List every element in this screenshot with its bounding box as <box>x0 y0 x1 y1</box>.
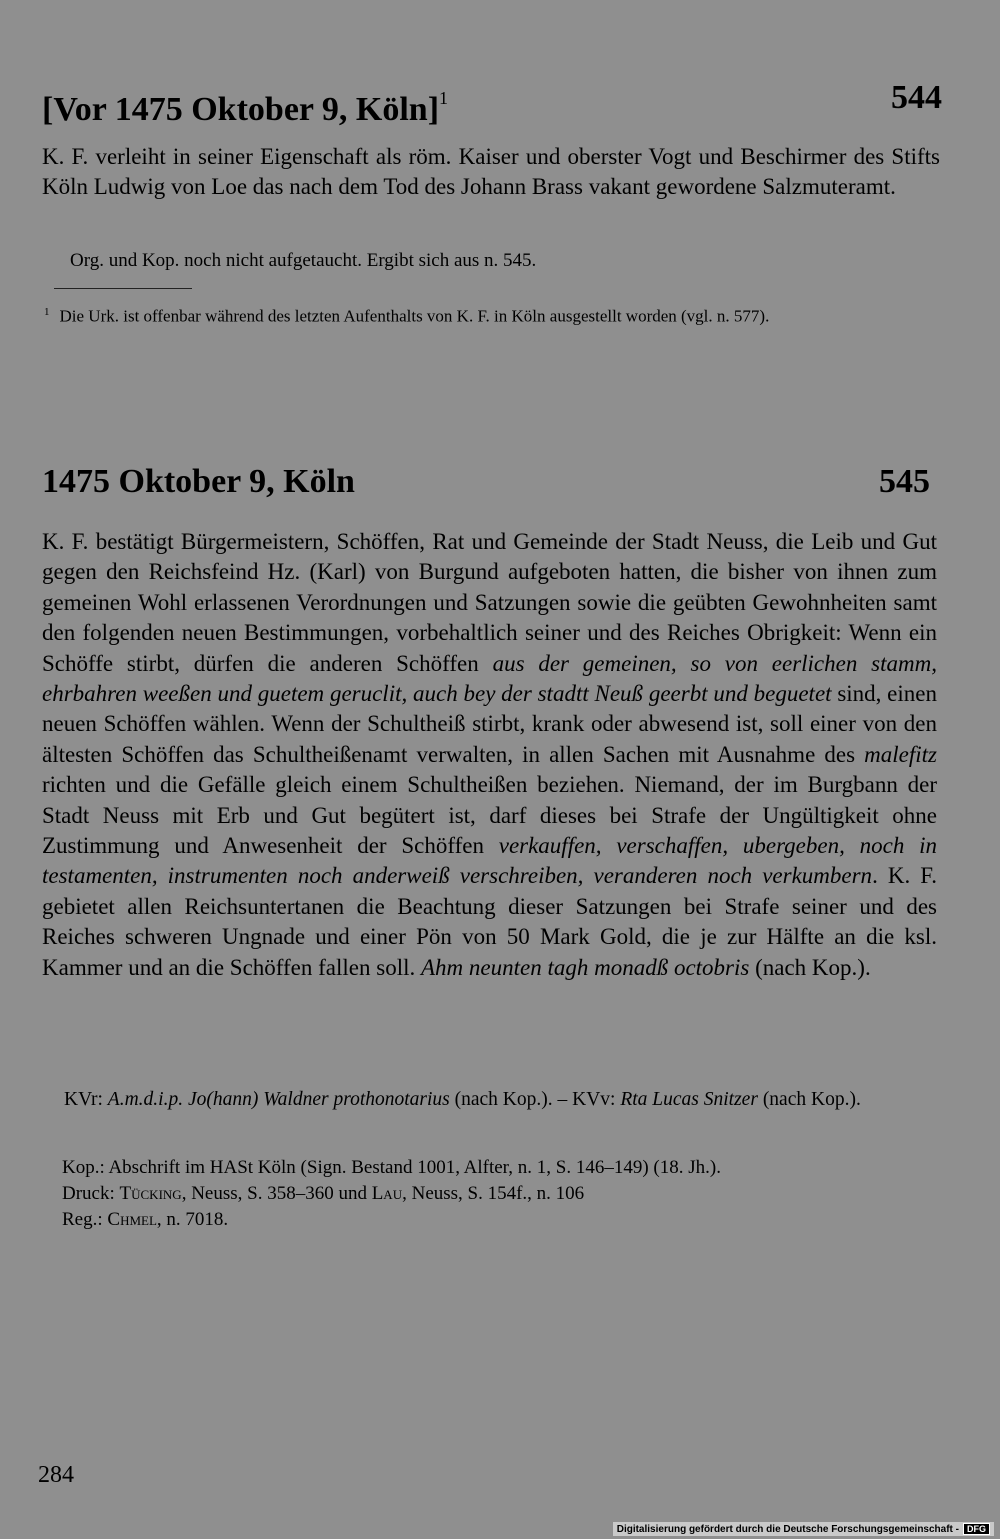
footnote-ref: 1 <box>439 88 449 108</box>
entry-544-summary: K. F. verleiht in seiner Eigenschaft als röm. Kaiser und oberster Vogt und Beschirmer des Stifts Köln Ludwig von Loe das nach dem Tod des Johann Brass vakant gewordene Salzmuteramt. <box>42 144 940 200</box>
body-text: (nach Kop.). <box>749 954 871 980</box>
body-quote: malefitz <box>864 741 937 767</box>
kop-line: Kop.: Abschrift im HASt Köln (Sign. Bestand 1001, Alfter, n. 1, S. 146–149) (18. Jh.). <box>62 1157 721 1178</box>
entry-544-title: [Vor 1475 Oktober 9, Köln]$^1$ <box>42 88 449 128</box>
footnote-mark: 1 <box>44 306 50 318</box>
credit-text: Digitalisierung gefördert durch die Deutsche Forschungsgemeinschaft - <box>616 1523 959 1535</box>
entry-545-number: 545 <box>879 463 930 500</box>
body-quote: verkauffen, verschaffen, ubergeben, noch in testamenten, instrumenten noch anderweiß verschreiben, veranderen noch verkumbern <box>42 833 937 889</box>
entry-545-kv: KVr: A.m.d.i.p. Jo(hann) Waldner prothonotarius (nach Kop.). – KVv: Rta Lucas Snitzer (nach Kop.). <box>64 1089 861 1110</box>
dfg-credit-bar <box>613 1522 994 1536</box>
footnote-divider <box>54 288 192 289</box>
reg-line: Reg.: Chmel, n. 7018. <box>62 1209 229 1230</box>
druck-line: Druck: Tücking, Neuss, S. 358–360 und Lau, Neuss, S. 154f., n. 106 <box>62 1183 585 1204</box>
footnote-text: Die Urk. ist offenbar während des letzten Aufenthalts von K. F. in Köln ausgestellt worden (vgl. n. 577). <box>59 306 770 326</box>
body-text: richten und die Gefälle gleich einem Schultheißen beziehen. Niemand, der im Burgbann der Stadt Neuss mit Erb und Gut begütert ist, darf dieses bei Strafe der Ungültigkeit ohne Zustimmung und Anwesenheit der Schöffen <box>42 772 937 859</box>
body-quote: Ahm neunten tagh monadß octobris <box>420 954 750 980</box>
page-number: 284 <box>38 1462 74 1488</box>
entry-544-number: 544 <box>891 79 942 116</box>
entry-545-body <box>42 527 937 983</box>
body-text: sind, einen neuen Schöffen wählen. Wenn der Schultheiß stirbt, krank oder abwesend ist, soll einer von den ältesten Schöffen das Schultheißenamt verwalten, in allen Sachen mit Ausnahme des <box>42 681 937 767</box>
entry-544-footnote <box>44 300 944 329</box>
entry-545-sources <box>62 1155 942 1233</box>
entry-544-note: Org. und Kop. noch nicht aufgetaucht. Ergibt sich aus n. 545. <box>70 250 537 271</box>
dfg-logo: DFG <box>963 1523 990 1535</box>
body-quote: aus der gemeinen, so von eerlichen stamm, ehrbahren weeßen und guetem geruclit, auch bey der stadtt Neuß geerbt und beguetet <box>42 650 937 707</box>
body-text: . K. F. gebietet allen Reichsuntertanen die Beachtung dieser Satzungen bei Strafe seiner und des Reiches schweren Ungnade und einer Pön von 50 Mark Gold, die je zur Hälfte an die ksl. Kammer und an die Schöffen fallen soll. <box>42 863 937 980</box>
body-text: K. F. bestätigt Bürgermeistern, Schöffen, Rat und Gemeinde der Stadt Neuss, die Leib und Gut gegen den Reichsfeind Hz. (Karl) von Burgund aufgeboten hatten, die bisher von ihnen zum gemeinen Wohl erlassenen Verordnungen und Satzungen sowie die geübten Gewohnheiten samt den folgenden neuen Bestimmungen, vorbehaltlich seiner und des Reiches Obrigkeit: Wenn ein Schöffe stirbt, dürfen die anderen Schöffen <box>42 529 937 676</box>
entry-545-title: 1475 Oktober 9, Köln <box>42 463 355 500</box>
